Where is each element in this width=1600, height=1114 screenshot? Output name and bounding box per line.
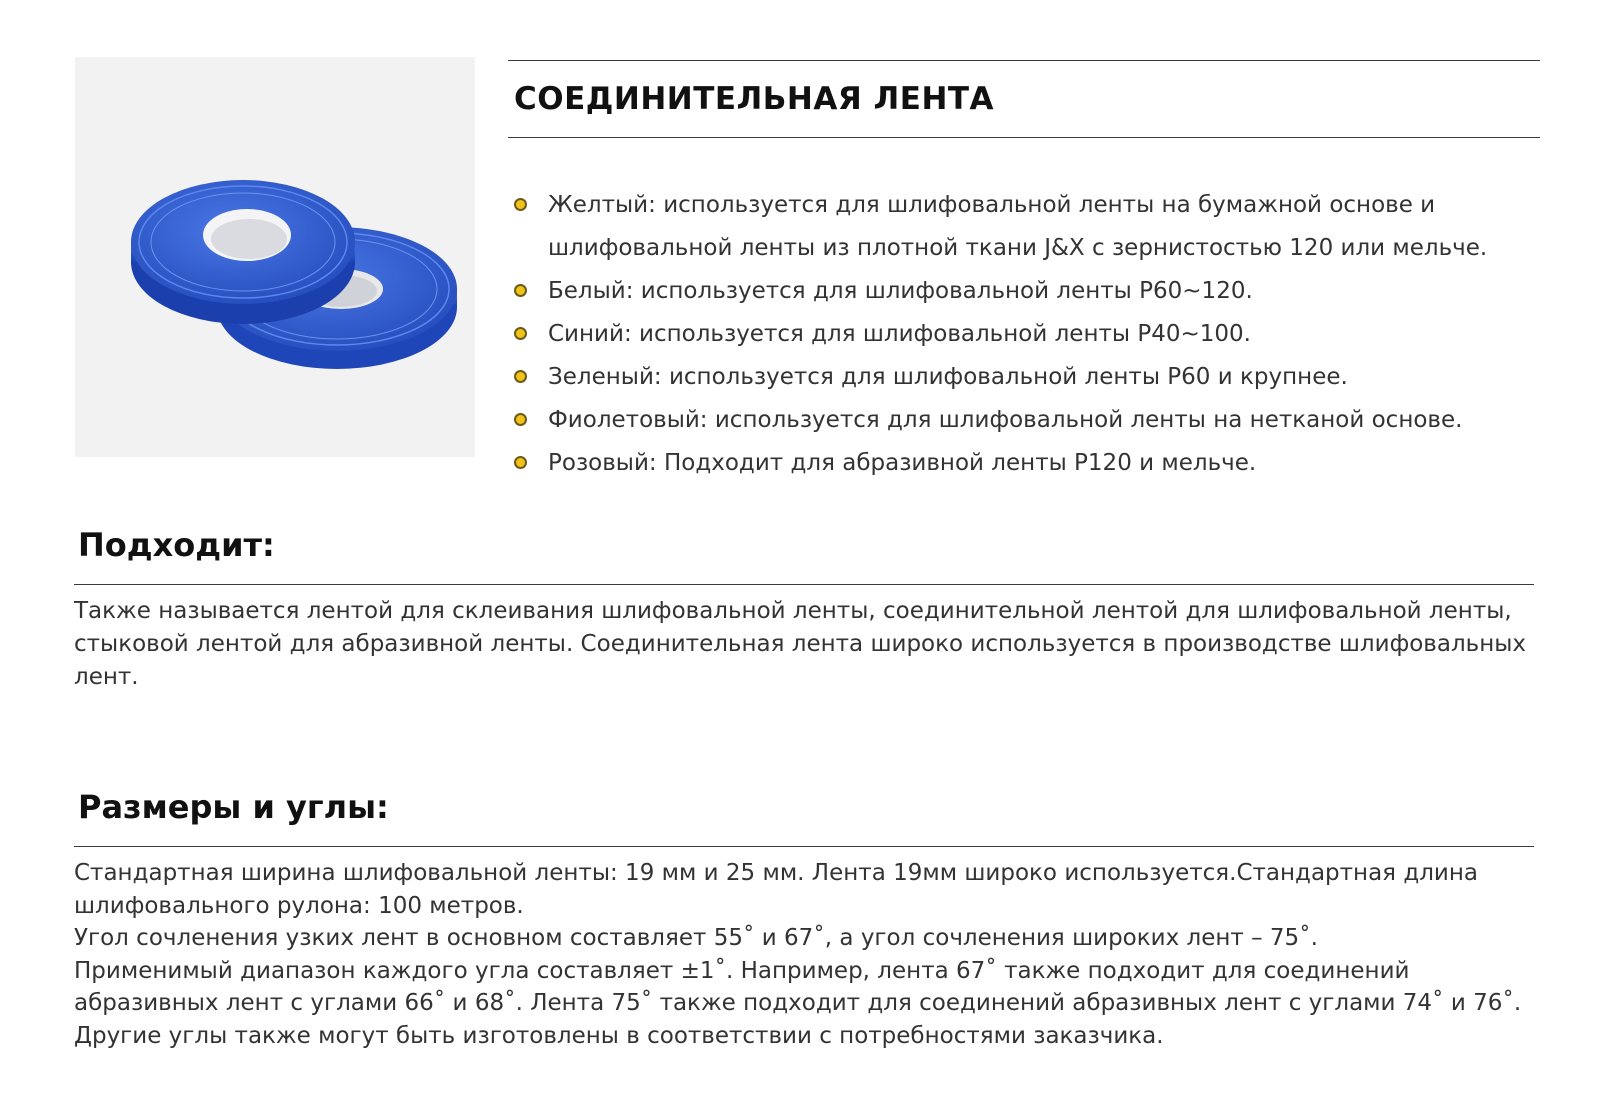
list-item: Розовый: Подходит для абразивной ленты P120 и мельче. xyxy=(512,442,1552,485)
sizes-line: Стандартная ширина шлифовальной ленты: 19 мм и 25 мм. Лента 19мм широко используется.Стандартная длина шлифовального рулона: 100 метров. xyxy=(74,860,1478,919)
list-item: Фиолетовый: используется для шлифовальной ленты на нетканой основе. xyxy=(512,399,1552,442)
suitable-section xyxy=(74,526,1534,694)
title-top-rule xyxy=(508,60,1540,61)
list-item: Синий: используется для шлифовальной ленты P40~100. xyxy=(512,313,1552,356)
suitable-heading: Подходит: xyxy=(78,526,275,564)
suitable-rule xyxy=(74,584,1534,585)
bullet-icon xyxy=(514,370,527,383)
sizes-line: Другие углы также могут быть изготовлены в соответствии с потребностями заказчика. xyxy=(74,1022,1164,1049)
title-block xyxy=(508,60,1540,138)
sizes-text xyxy=(74,857,1534,1052)
suitable-text: Также называется лентой для склеивания шлифовальной ленты, соединительной лентой для шлифовальной ленты, стыковой лентой для абразивной ленты. Соединительная лента широко используется в производстве шлифовальных лент. xyxy=(74,598,1527,690)
bullet-icon xyxy=(514,198,527,211)
bullet-icon xyxy=(514,456,527,469)
bullet-icon xyxy=(514,327,527,340)
blue-tape-rolls-icon xyxy=(75,57,475,457)
list-item: Зеленый: используется для шлифовальной ленты P60 и крупнее. xyxy=(512,356,1552,399)
title-bottom-rule xyxy=(508,137,1540,138)
sizes-rule xyxy=(74,846,1534,847)
list-item: Желтый: используется для шлифовальной ленты на бумажной основе и шлифовальной ленты из плотной ткани J&X с зернистостью 120 или мельче. xyxy=(512,184,1552,270)
sizes-section xyxy=(74,788,1534,1052)
sizes-heading: Размеры и углы: xyxy=(78,788,389,826)
bullet-icon xyxy=(514,284,527,297)
sizes-line: Применимый диапазон каждого угла составляет ±1˚. Например, лента 67˚ также подходит для соединений абразивных лент с углами 66˚ и 68˚. Лента 75˚ также подходит для соединений абразивных лент с углами 74˚ и 76˚. xyxy=(74,957,1522,1016)
list-item: Белый: используется для шлифовальной ленты P60~120. xyxy=(512,270,1552,313)
sizes-line: Угол сочленения узких лент в основном составляет 55˚ и 67˚, а угол сочленения широких лент – 75˚. xyxy=(74,925,1318,951)
product-image xyxy=(75,57,475,457)
bullet-icon xyxy=(514,413,527,426)
tape-color-list xyxy=(512,184,1552,485)
product-title: СОЕДИНИТЕЛЬНАЯ ЛЕНТА xyxy=(514,81,995,117)
